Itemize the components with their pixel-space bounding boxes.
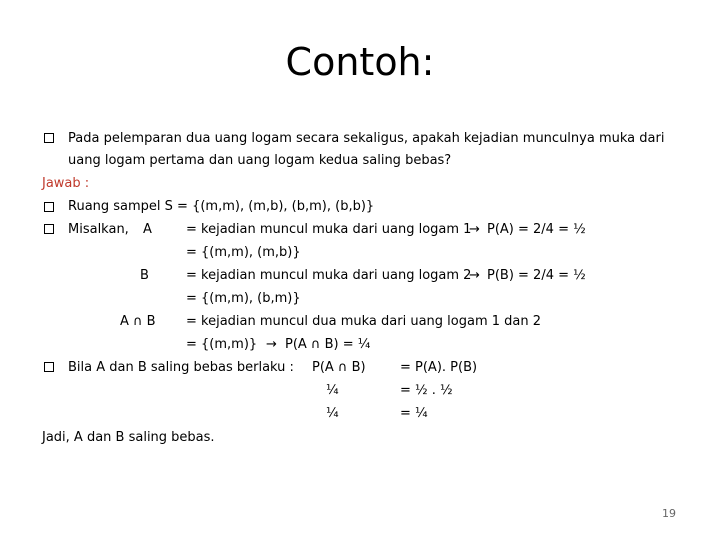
- sample-space: Ruang sampel S = {(m,m), (m,b), (b,m), (b,b)}: [68, 199, 375, 214]
- event-ab-label: A ∩ B: [120, 314, 156, 329]
- arrow-right-icon: →: [266, 337, 277, 352]
- independence-rhs-2: = ½ . ½: [400, 383, 453, 398]
- slide-title: Contoh:: [285, 40, 435, 84]
- page-number: 19: [662, 507, 676, 520]
- independence-lead: Bila A dan B saling bebas berlaku :: [68, 360, 294, 375]
- arrow-right-icon: →: [469, 268, 480, 283]
- checkbox-bullet-icon: [44, 224, 54, 234]
- checkbox-bullet-icon: [44, 362, 54, 372]
- event-a-definition: = kejadian muncul muka dari uang logam 1: [186, 222, 472, 237]
- independence-rhs: = P(A). P(B): [400, 360, 478, 375]
- independence-lhs: P(A ∩ B): [312, 360, 366, 375]
- event-b-label: B: [140, 268, 149, 283]
- arrow-right-icon: →: [469, 222, 480, 237]
- misalkan-lead: Misalkan,: [68, 222, 129, 237]
- event-ab-set: = {(m,m)}: [186, 337, 258, 352]
- event-a-set: = {(m,m), (m,b)}: [186, 245, 301, 260]
- question-line-2: uang logam pertama dan uang logam kedua saling bebas?: [68, 153, 452, 168]
- event-ab-probability: P(A ∩ B) = ¼: [285, 337, 371, 352]
- event-a-label: A: [143, 222, 152, 237]
- conclusion: Jadi, A dan B saling bebas.: [42, 430, 215, 445]
- checkbox-bullet-icon: [44, 202, 54, 212]
- answer-heading: Jawab :: [42, 176, 90, 191]
- checkbox-bullet-icon: [44, 133, 54, 143]
- event-b-probability: P(B) = 2/4 = ½: [487, 268, 586, 283]
- event-b-set: = {(m,m), (b,m)}: [186, 291, 301, 306]
- independence-lhs-2: ¼: [326, 383, 339, 398]
- question-line-1: Pada pelemparan dua uang logam secara sekaligus, apakah kejadian munculnya muka dari: [68, 131, 665, 146]
- independence-lhs-3: ¼: [326, 406, 339, 421]
- event-a-probability: P(A) = 2/4 = ½: [487, 222, 586, 237]
- independence-rhs-3: = ¼: [400, 406, 428, 421]
- event-b-definition: = kejadian muncul muka dari uang logam 2: [186, 268, 472, 283]
- event-ab-definition: = kejadian muncul dua muka dari uang logam 1 dan 2: [186, 314, 542, 329]
